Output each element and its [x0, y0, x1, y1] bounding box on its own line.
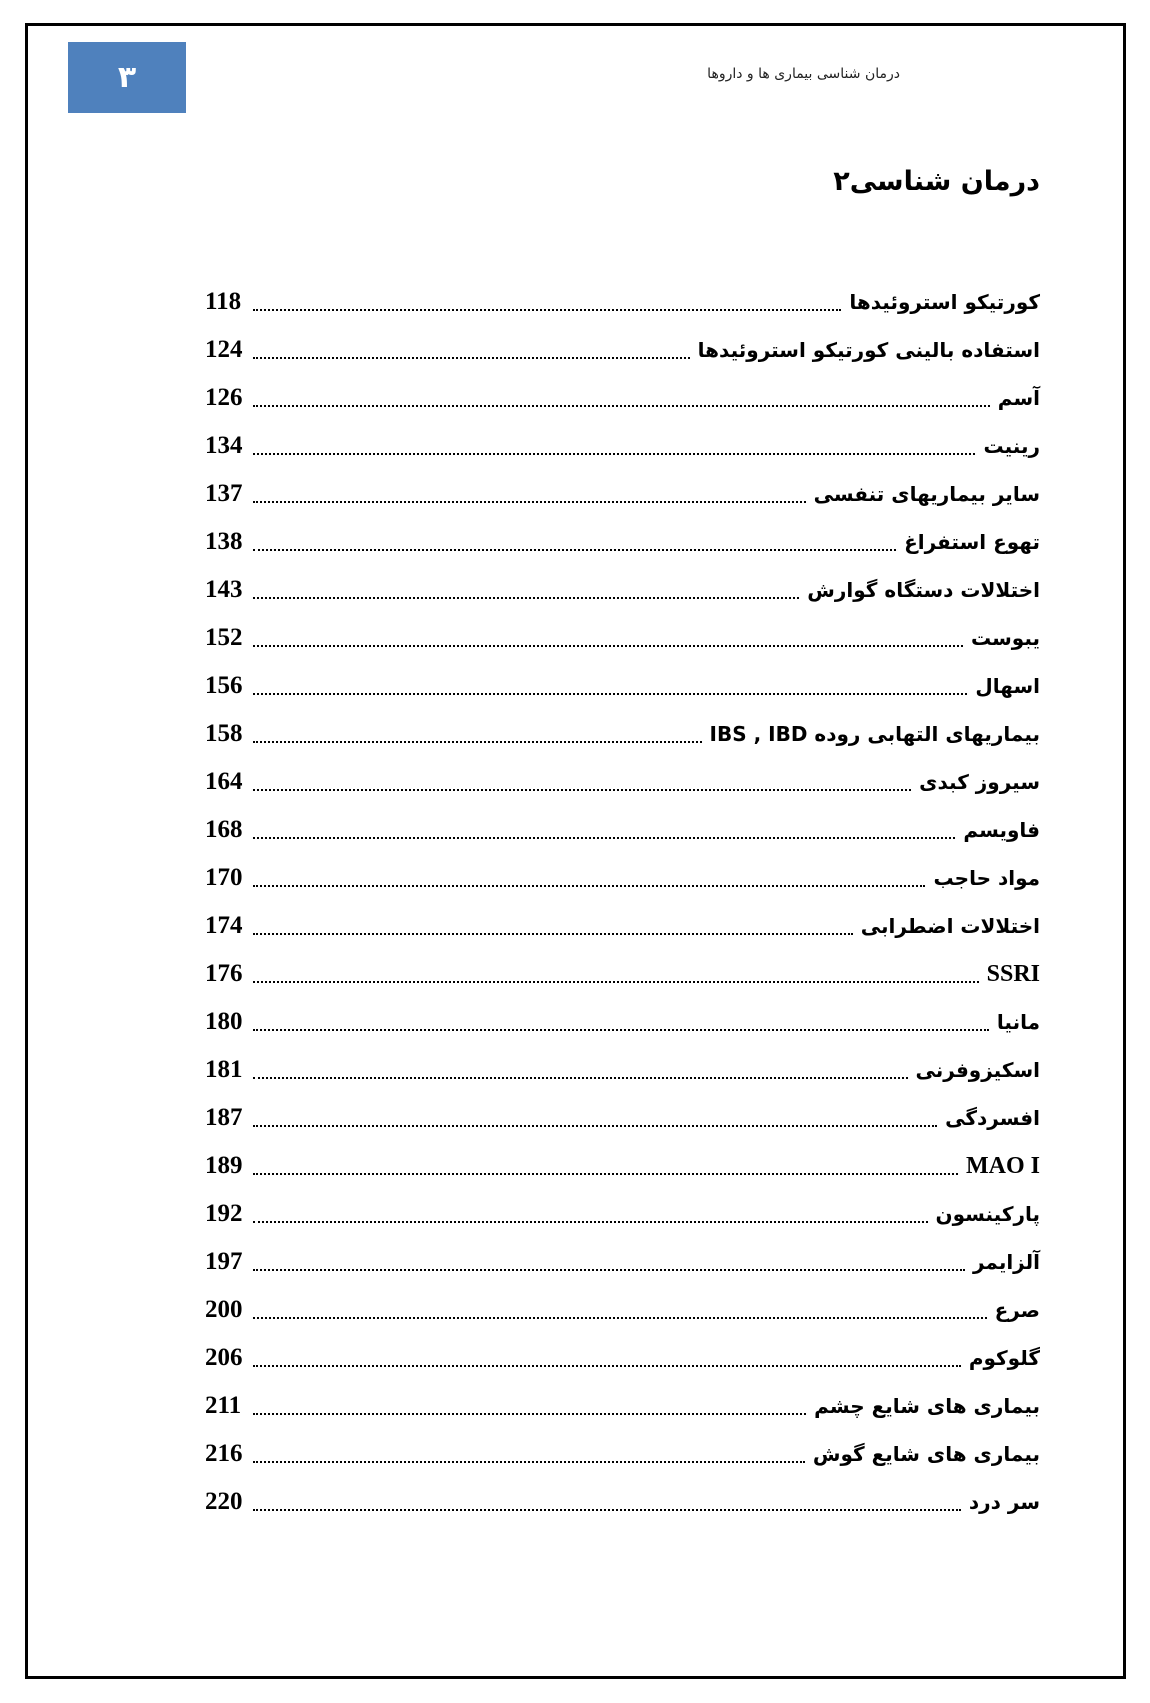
toc-entry[interactable]	[205, 710, 1040, 758]
toc-entry-page-number: 192	[205, 1200, 243, 1227]
toc-entry-label: صرع	[994, 1298, 1040, 1322]
toc-dot-leader	[253, 981, 979, 983]
toc-entry[interactable]	[205, 1478, 1040, 1526]
toc-entry[interactable]	[205, 1334, 1040, 1382]
toc-dot-leader	[253, 357, 690, 359]
toc-entry[interactable]	[205, 566, 1040, 614]
toc-entry-page-number: 180	[205, 1008, 243, 1035]
toc-entry-page-number: 174	[205, 912, 243, 939]
toc-dot-leader	[253, 597, 799, 599]
toc-entry-page-number: 156	[205, 672, 243, 699]
toc-dot-leader	[253, 1269, 965, 1271]
toc-entry-label: آسم	[997, 386, 1040, 410]
toc-dot-leader	[253, 1173, 958, 1175]
toc-dot-leader	[253, 933, 853, 935]
toc-entry-page-number: 220	[205, 1488, 243, 1515]
toc-entry[interactable]	[205, 1190, 1040, 1238]
toc-entry-label: کورتیکو استروئیدها	[849, 290, 1040, 314]
toc-entry-page-number: 206	[205, 1344, 243, 1371]
toc-entry-label: اختلالات اضطرابی	[860, 914, 1040, 938]
toc-dot-leader	[253, 1221, 928, 1223]
toc-entry[interactable]	[205, 1094, 1040, 1142]
toc-dot-leader	[253, 645, 963, 647]
toc-entry-label: بیماری های شایع گوش	[812, 1442, 1040, 1466]
toc-entry-label: گلوکوم	[968, 1346, 1040, 1370]
toc-entry[interactable]	[205, 854, 1040, 902]
section-title: درمان شناسی۲	[833, 166, 1040, 197]
toc-dot-leader	[253, 405, 990, 407]
toc-dot-leader	[253, 1413, 806, 1415]
toc-dot-leader	[253, 1077, 908, 1079]
toc-dot-leader	[253, 1125, 937, 1127]
toc-entry-page-number: 168	[205, 816, 243, 843]
toc-entry-page-number: 187	[205, 1104, 243, 1131]
toc-dot-leader	[253, 1029, 989, 1031]
toc-entry-page-number: 170	[205, 864, 243, 891]
toc-dot-leader	[253, 789, 911, 791]
toc-entry-page-number: 152	[205, 624, 243, 651]
toc-entry-page-number: 143	[205, 576, 243, 603]
toc-dot-leader	[253, 501, 806, 503]
toc-entry[interactable]	[205, 902, 1040, 950]
toc-entry-label: اختلالات دستگاه گوارش	[807, 578, 1040, 602]
toc-entry[interactable]	[205, 998, 1040, 1046]
toc-entry-page-number: 216	[205, 1440, 243, 1467]
toc-entry[interactable]	[205, 374, 1040, 422]
toc-entry-label: مانیا	[996, 1010, 1040, 1034]
toc-entry-page-number: 164	[205, 768, 243, 795]
toc-dot-leader	[253, 549, 896, 551]
toc-entry[interactable]	[205, 614, 1040, 662]
toc-entry[interactable]	[205, 1382, 1040, 1430]
toc-entry-label: SSRI	[986, 960, 1040, 987]
toc-entry-label: استفاده بالینی کورتیکو استروئیدها	[697, 338, 1040, 362]
toc-entry[interactable]	[205, 758, 1040, 806]
toc-entry[interactable]	[205, 422, 1040, 470]
toc-entry-label: بیماری های شایع چشم	[814, 1394, 1040, 1418]
toc-dot-leader	[253, 309, 841, 311]
toc-entry-label: سیروز کبدی	[919, 770, 1040, 794]
running-header-title: درمان شناسی بیماری ها و داروها	[707, 66, 900, 82]
toc-entry-label: آلزایمر	[972, 1250, 1040, 1274]
toc-entry-page-number: 197	[205, 1248, 243, 1275]
toc-entry-page-number: 124	[205, 336, 243, 363]
toc-entry-label: رینیت	[983, 434, 1040, 458]
toc-entry[interactable]	[205, 1286, 1040, 1334]
toc-dot-leader	[253, 1461, 805, 1463]
toc-entry-page-number: 138	[205, 528, 243, 555]
toc-entry-page-number: 189	[205, 1152, 243, 1179]
toc-entry-label: اسهال	[975, 674, 1040, 698]
toc-entry-label: مواد حاجب	[933, 866, 1040, 890]
toc-entry-label: افسردگی	[945, 1106, 1040, 1130]
toc-entry-label: سر درد	[968, 1490, 1040, 1514]
toc-entry-page-number: 137	[205, 480, 243, 507]
toc-entry-page-number: 176	[205, 960, 243, 987]
toc-entry-page-number: 181	[205, 1056, 243, 1083]
toc-entry[interactable]	[205, 1430, 1040, 1478]
toc-dot-leader	[253, 837, 955, 839]
toc-entry-label: سایر بیماریهای تنفسی	[813, 482, 1040, 506]
toc-entry[interactable]	[205, 470, 1040, 518]
toc-entry-page-number: 126	[205, 384, 243, 411]
toc-entry-label: MAO I	[966, 1152, 1040, 1179]
toc-entry-page-number: 158	[205, 720, 243, 747]
toc-entry-label: یبوست	[970, 626, 1040, 650]
toc-entry-label: تهوع استفراغ	[904, 530, 1040, 554]
toc-entry[interactable]	[205, 326, 1040, 374]
toc-entry[interactable]	[205, 662, 1040, 710]
toc-entry[interactable]	[205, 1142, 1040, 1190]
table-of-contents	[205, 278, 1040, 1526]
toc-dot-leader	[253, 453, 975, 455]
toc-dot-leader	[253, 1317, 987, 1319]
toc-entry[interactable]	[205, 278, 1040, 326]
toc-entry-page-number: 118	[205, 288, 242, 315]
toc-entry[interactable]	[205, 806, 1040, 854]
toc-dot-leader	[253, 741, 702, 743]
page-number-badge: ۳	[68, 42, 186, 113]
toc-entry[interactable]	[205, 950, 1040, 998]
toc-entry-page-number: 200	[205, 1296, 243, 1323]
toc-entry-page-number: 211	[205, 1392, 242, 1419]
toc-dot-leader	[253, 1365, 961, 1367]
toc-dot-leader	[253, 693, 967, 695]
toc-entry-label: پارکینسون	[935, 1202, 1040, 1226]
toc-entry[interactable]	[205, 518, 1040, 566]
toc-entry[interactable]	[205, 1046, 1040, 1094]
toc-entry-label: فاویسم	[963, 818, 1040, 842]
toc-entry-page-number: 134	[205, 432, 243, 459]
toc-entry[interactable]	[205, 1238, 1040, 1286]
toc-dot-leader	[253, 1509, 961, 1511]
toc-entry-label: اسکیزوفرنی	[915, 1058, 1040, 1082]
toc-dot-leader	[253, 885, 925, 887]
toc-entry-label: بیماریهای التهابی روده IBS , IBD	[709, 722, 1040, 746]
